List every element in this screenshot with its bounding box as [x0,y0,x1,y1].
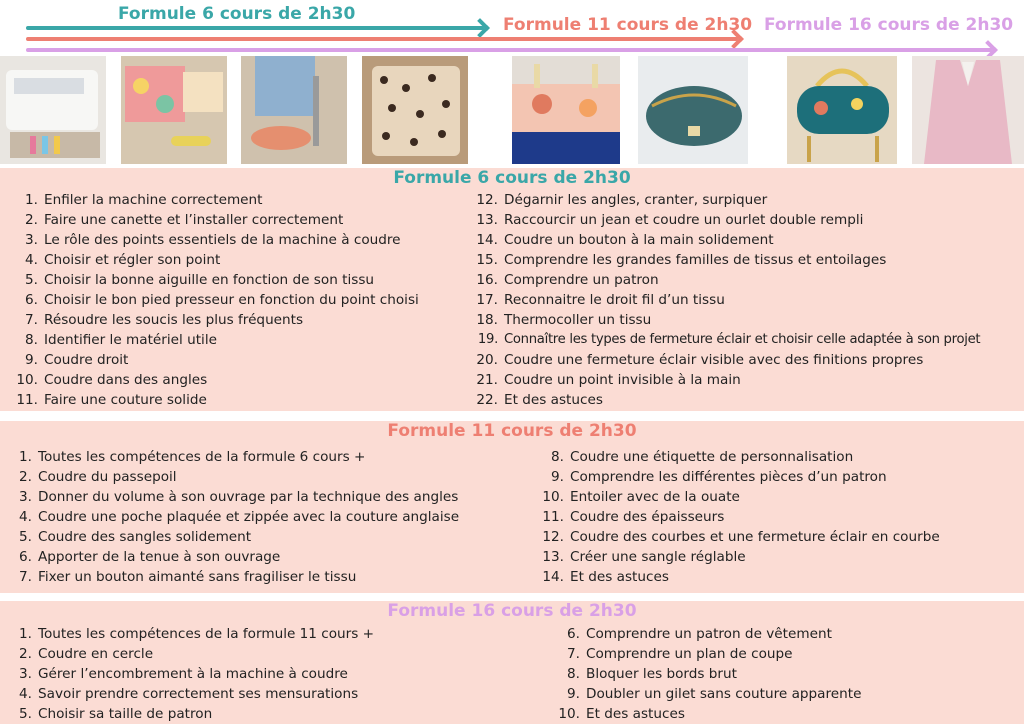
list-item: 1. Toutes les compétences de la formule 11 cours + [19,626,375,642]
photo-duffel-bag [787,56,897,164]
list-item: 12. Coudre des courbes et une fermeture éclair en courbe [542,529,940,545]
photo-leopard-pouch [362,56,468,164]
list-item: 22. Et des astuces [476,392,603,408]
course-list-right [558,624,861,724]
course-list-left [14,190,419,410]
list-item: 13. Raccourcir un jean et coudre un ourlet double rempli [476,212,864,228]
arrow-label-6: Formule 6 cours de 2h30 [118,4,356,24]
list-item: 8. Bloquer les bords brut [567,666,737,682]
arrow-label-16: Formule 16 cours de 2h30 [764,15,1014,35]
photo-belt-bag [638,56,748,164]
list-item: 15. Comprendre les grandes familles de tissus et entoilages [476,252,887,268]
arrow-head-icon [470,18,490,38]
list-item: 2. Coudre en cercle [19,646,154,662]
list-item: 21. Coudre un point invisible à la main [476,372,741,388]
list-item: 14. Et des astuces [542,569,669,585]
arrow-line-6 [26,26,484,30]
list-item: 7. Fixer un bouton aimanté sans fragiliser le tissu [19,569,357,585]
list-item: 17. Reconnaitre le droit fil d’un tissu [476,292,725,308]
list-item: 10. Et des astuces [558,706,685,722]
list-item: 6. Comprendre un patron de vêtement [567,626,832,642]
list-item: 2. Faire une canette et l’installer correctement [25,212,344,228]
list-item: 11. Coudre des épaisseurs [542,509,725,525]
arrow-line-11 [26,37,738,41]
section-title: Formule 11 cours de 2h30 [387,421,637,441]
list-item: 10. Entoiler avec de la ouate [542,489,740,505]
course-list-left [12,447,459,587]
list-item: 6. Apporter de la tenue à son ouvrage [19,549,281,565]
list-item: 13. Créer une sangle réglable [542,549,746,565]
list-item: 7. Comprendre un plan de coupe [567,646,793,662]
list-item: 9. Comprendre les différentes pièces d’un patron [551,469,887,485]
list-item: 4. Coudre une poche plaquée et zippée avec la couture anglaise [19,509,460,525]
course-list-left [12,624,374,724]
list-item: 18. Thermocoller un tissu [476,312,652,328]
list-item: 4. Choisir et régler son point [25,252,221,268]
section-formule-11 [0,421,1024,593]
arrow-label-11: Formule 11 cours de 2h30 [503,15,753,35]
photo-tote-bag [512,56,620,164]
list-item: 1. Enfiler la machine correctement [25,192,263,208]
list-item: 11. Faire une couture solide [16,392,207,408]
course-list-right [540,447,940,587]
list-item: 5. Choisir la bonne aiguille en fonction de son tissu [25,272,375,288]
section-title: Formule 6 cours de 2h30 [393,168,631,188]
list-item: 10. Coudre dans des angles [16,372,208,388]
list-item: 19. Connaître les types de fermeture éclair et choisir celle adaptée à son projet [477,332,981,347]
section-title: Formule 16 cours de 2h30 [387,601,637,621]
section-formule-6 [0,168,1024,411]
list-item: 12. Dégarnir les angles, cranter, surpiquer [476,192,768,208]
list-item: 14. Coudre un bouton à la main solidement [476,232,774,248]
list-item: 1. Toutes les compétences de la formule 6 cours + [19,449,366,465]
photo-vest [912,56,1024,164]
list-item: 20. Coudre une fermeture éclair visible avec des finitions propres [476,352,924,368]
list-item: 3. Donner du volume à son ouvrage par la technique des angles [19,489,459,505]
photo-floral-pouches [121,56,227,164]
list-item: 2. Coudre du passepoil [19,469,177,485]
photo-sewing-machine [0,56,106,164]
section-formule-16 [0,601,1024,724]
list-item: 16. Comprendre un patron [476,272,659,288]
list-item: 8. Identifier le matériel utile [25,332,217,348]
list-item: 9. Doubler un gilet sans couture apparente [567,686,862,702]
list-item: 8. Coudre une étiquette de personnalisation [551,449,854,465]
list-item: 6. Choisir le bon pied presseur en fonction du point choisi [25,292,419,308]
list-item: 5. Choisir sa taille de patron [19,706,213,722]
course-list-right [474,190,980,410]
list-item: 5. Coudre des sangles solidement [19,529,252,545]
list-item: 3. Le rôle des points essentiels de la machine à coudre [25,232,401,248]
arrow-line-16 [26,48,992,52]
list-item: 3. Gérer l’encombrement à la machine à coudre [19,666,348,682]
list-item: 9. Coudre droit [25,352,129,368]
list-item: 7. Résoudre les soucis les plus fréquents [25,312,304,328]
photo-jean-hem [241,56,347,164]
list-item: 4. Savoir prendre correctement ses mensurations [19,686,359,702]
